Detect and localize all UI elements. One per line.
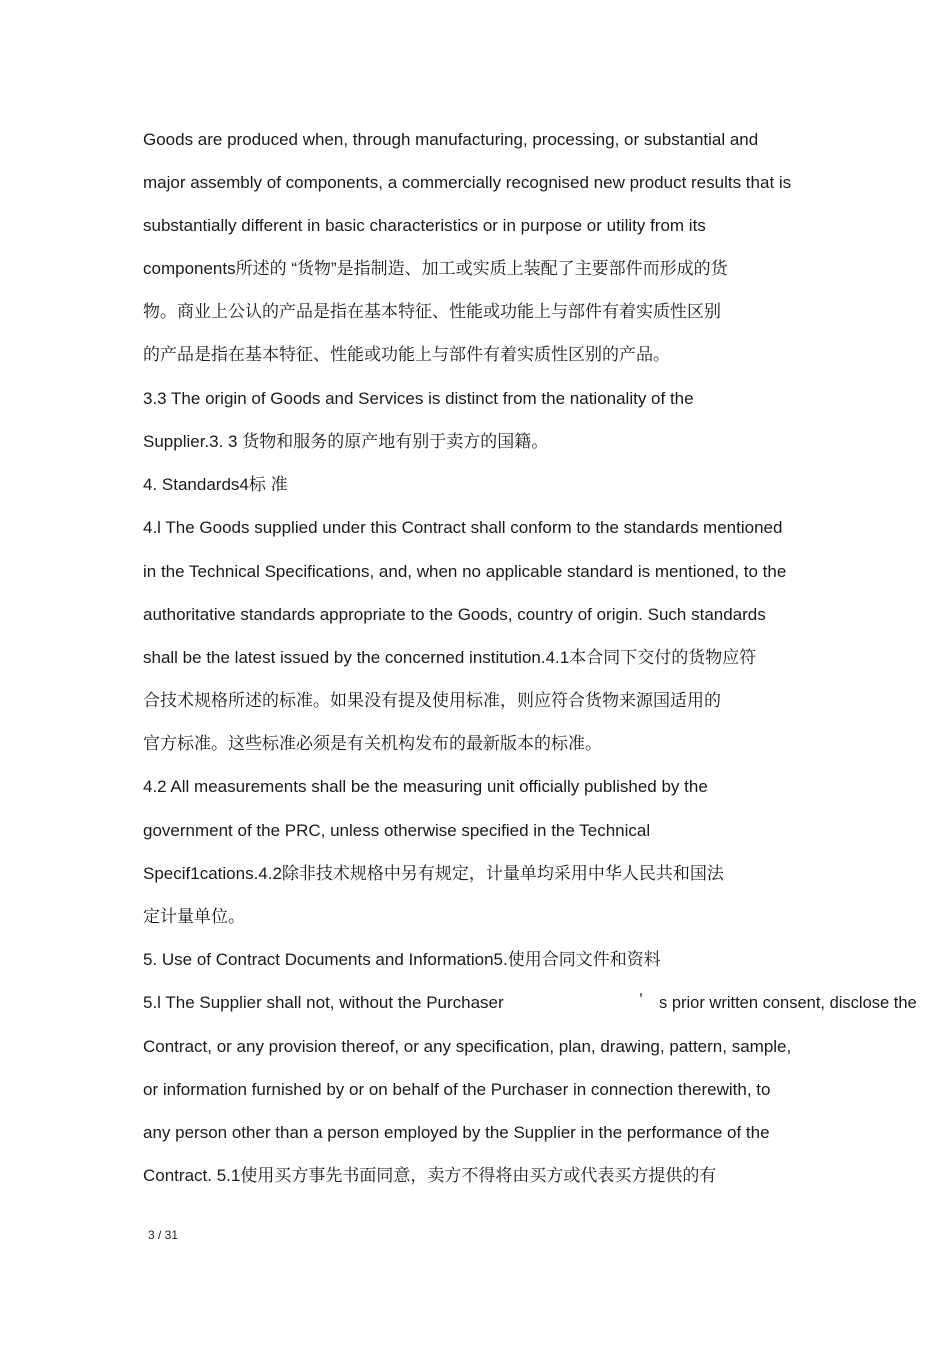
text-line: 的产品是指在基本特征、性能或功能上与部件有着实质性区别的产品。 — [143, 345, 670, 364]
text-line: 4.2 All measurements shall be the measuring unit officially published by the — [143, 777, 708, 796]
text-line: shall be the latest issued by the concerned institution.4.1本合同下交付的货物应符 — [143, 648, 757, 667]
text-line: Specif1cations.4.2除非技术规格中另有规定，计量单均采用中华人民共和国法 — [143, 864, 724, 883]
text-line: 官方标准。这些标准必须是有关机构发布的最新版本的标准。 — [143, 734, 602, 753]
page-number: 3 / 31 — [148, 1228, 179, 1242]
section-heading: 4. Standards4标 准 — [143, 475, 288, 494]
text-line: major assembly of components, a commercially recognised new product results that is — [143, 173, 792, 192]
section-heading: 5. Use of Contract Documents and Information5.使用合同文件和资料 — [143, 950, 661, 969]
text-line-right: s prior written consent, disclose the — [659, 994, 917, 1012]
text-line: Contract, or any provision thereof, or any specification, plan, drawing, pattern, sample, — [143, 1037, 792, 1056]
text-line: Goods are produced when, through manufacturing, processing, or substantial and — [143, 130, 759, 149]
text-line: 物。商业上公认的产品是指在基本特征、性能或功能上与部件有着实质性区别 — [143, 302, 721, 321]
text-line: 定计量单位。 — [143, 907, 245, 926]
text-line: or information furnished by or on behalf of the Purchaser in connection therewith, to — [143, 1080, 771, 1099]
text-line: 合技术规格所述的标准。如果没有提及使用标准，则应符合货物来源国适用的 — [143, 691, 721, 710]
text-line: 4.l The Goods supplied under this Contract shall conform to the standards mentioned — [143, 518, 783, 537]
text-line: in the Technical Specifications, and, when no applicable standard is mentioned, to the — [143, 562, 787, 581]
text-line: 3.3 The origin of Goods and Services is distinct from the nationality of the — [143, 389, 694, 408]
text-line: components所述的 “货物”是指制造、加工或实质上装配了主要部件而形成的货 — [143, 259, 728, 278]
text-line: any person other than a person employed by the Supplier in the performance of the — [143, 1123, 770, 1142]
apostrophe-mark: ’ — [639, 990, 643, 1009]
text-line: government of the PRC, unless otherwise specified in the Technical — [143, 821, 651, 840]
text-line: Contract. 5.1使用买方事先书面同意，卖方不得将由买方或代表买方提供的有 — [143, 1166, 717, 1185]
text-line: substantially different in basic characteristics or in purpose or utility from its — [143, 216, 706, 235]
text-line: Supplier.3. 3 货物和服务的原产地有别于卖方的国籍。 — [143, 432, 549, 451]
text-line: authoritative standards appropriate to the Goods, country of origin. Such standards — [143, 605, 766, 624]
text-line-left: 5.l The Supplier shall not, without the Purchaser — [143, 993, 504, 1012]
